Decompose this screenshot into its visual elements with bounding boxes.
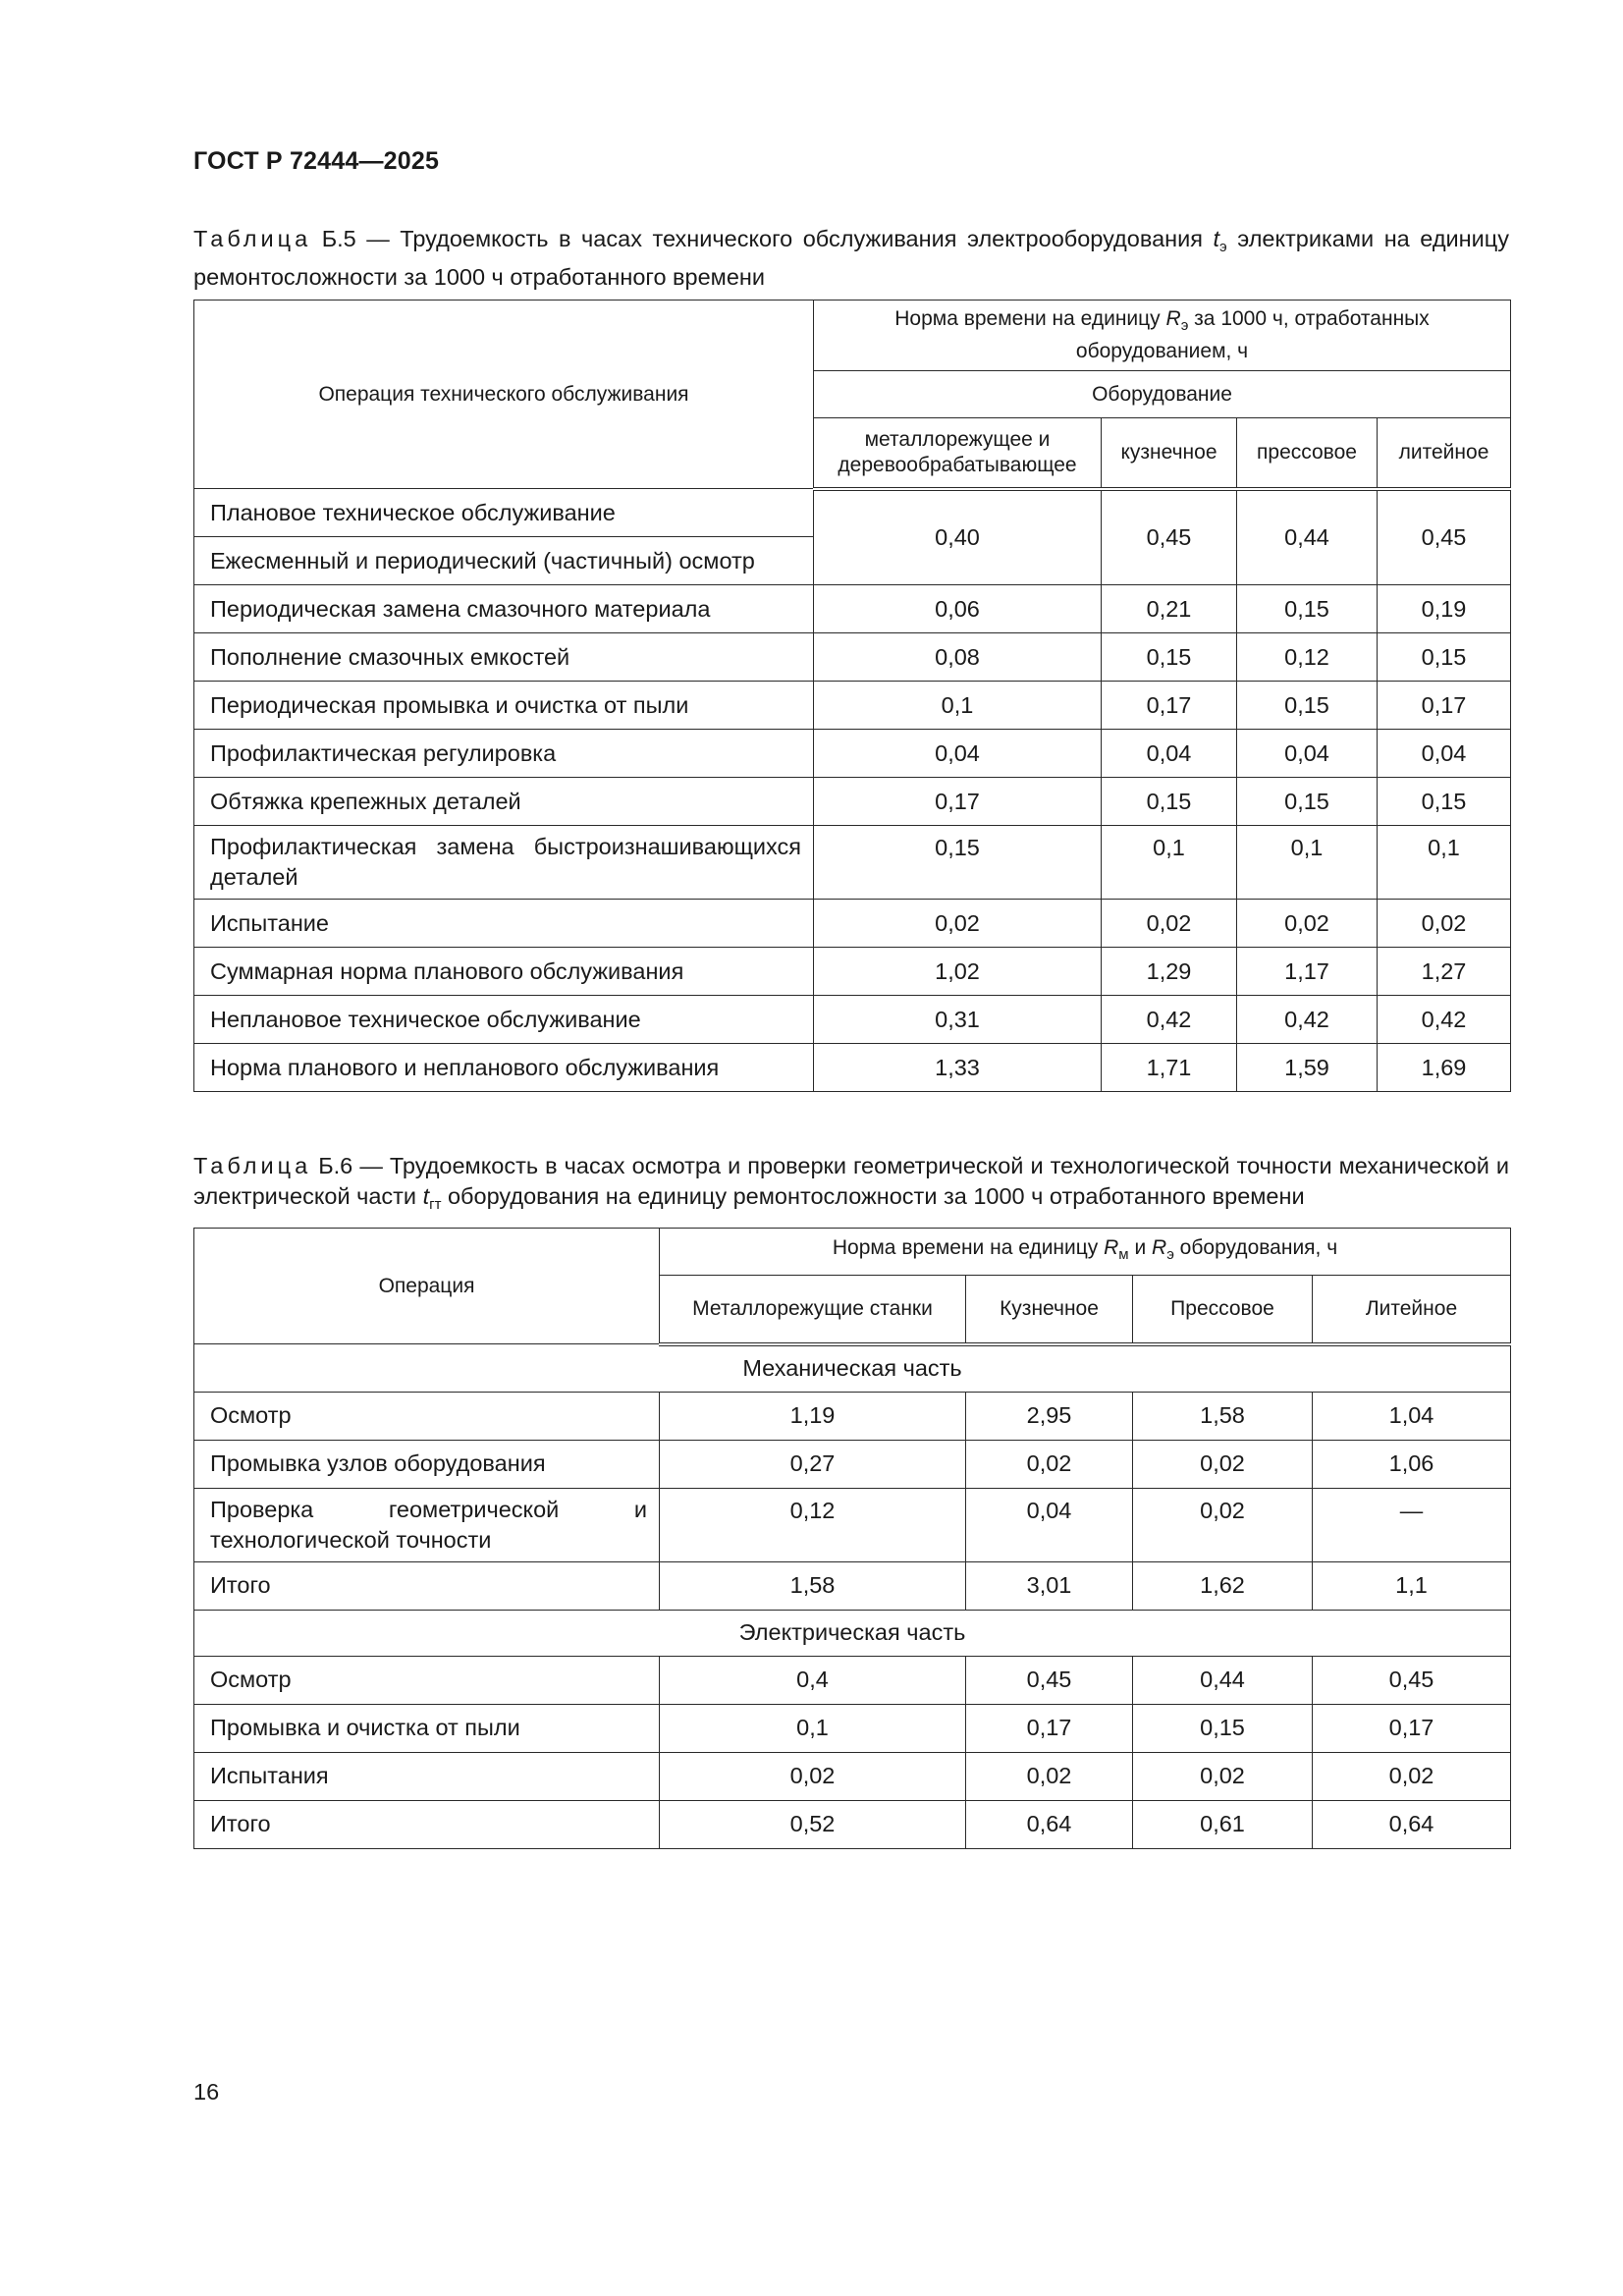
table-b6-value: 1,1 [1313,1561,1511,1610]
table-b5-header-norm-suffix: за 1000 ч, отработанных оборудованием, ч [1075,307,1430,362]
table-b5-value: 0,02 [1102,900,1237,948]
table-row [194,489,1511,537]
table-row [194,1800,1511,1848]
table-b6-value: 1,04 [1313,1392,1511,1440]
table-b6-value: 0,02 [1313,1752,1511,1800]
table-b5-header-norm-prefix: Норма времени на единицу [894,307,1166,330]
table-b5-value: 0,02 [1237,900,1378,948]
table-b5-value: 0,15 [1237,585,1378,633]
table-b5-value: 0,45 [1378,489,1511,585]
table-b6-caption-prefix: Б.6 — Трудоемкость в часах осмотра и проверки геометрической и технологической точности механической и электрической части [193,1153,1510,1209]
table-b6-op: Осмотр [194,1656,660,1704]
table-b6-header-norm-suffix: оборудования, ч [1173,1236,1338,1259]
table-row [194,1752,1511,1800]
table-b5-value: 0,42 [1237,996,1378,1044]
table-b6-value: 1,19 [660,1392,966,1440]
table-b5-value: 0,15 [814,826,1102,900]
table-b5-header-norm [814,301,1511,371]
table-b5-value: 0,1 [1102,826,1237,900]
table-b6-header-norm-sub2: э [1166,1246,1174,1263]
table-b5-value: 0,1 [1378,826,1511,900]
table-b5-value: 0,17 [814,778,1102,826]
table-b5-op: Неплановое техническое обслуживание [194,996,814,1044]
table-b5-col-header: кузнечное [1102,418,1237,489]
table-b6-value: 0,64 [1313,1800,1511,1848]
table-b5-header-norm-var: R [1165,307,1181,330]
table-b6-value: 0,12 [660,1488,966,1561]
table-b6-value: 0,02 [966,1440,1133,1488]
table-row [194,585,1511,633]
table-b5-value: 0,31 [814,996,1102,1044]
table-b6-value: 0,52 [660,1800,966,1848]
table-b6-value: 1,62 [1133,1561,1313,1610]
table-b6-col-header: Прессовое [1133,1276,1313,1344]
table-b6-value: 0,02 [1133,1488,1313,1561]
table-b5-value: 1,17 [1237,948,1378,996]
table-row [194,826,1511,900]
table-b5-caption-prefix: Б.5 — Трудоемкость в часах технического обслуживания электрооборудования [321,226,1214,251]
table-b6-value: 1,58 [1133,1392,1313,1440]
table-b6-value: 0,44 [1133,1656,1313,1704]
table-b6-value: — [1313,1488,1511,1561]
table-b5-value: 0,1 [814,682,1102,730]
table-b6-op: Испытания [194,1752,660,1800]
table-b5-value: 0,45 [1102,489,1237,585]
table-b6-value: 0,4 [660,1656,966,1704]
table-row [194,730,1511,778]
table-b5-op: Суммарная норма планового обслуживания [194,948,814,996]
table-row [194,1392,1511,1440]
table-b5-op: Обтяжка крепежных деталей [194,778,814,826]
table-b5-col-header: металлорежущее и деревообрабатывающее [814,418,1102,489]
table-b6-value: 0,45 [1313,1656,1511,1704]
table-b6-op: Осмотр [194,1392,660,1440]
table-b5-op: Периодическая промывка и очистка от пыли [194,682,814,730]
table-b5-col-header: литейное [1378,418,1511,489]
table-b6-value: 0,02 [1133,1752,1313,1800]
table-b5-value: 0,44 [1237,489,1378,585]
table-b5-value: 0,15 [1237,778,1378,826]
table-b5-value: 0,15 [1378,778,1511,826]
table-b6-op: Промывка узлов оборудования [194,1440,660,1488]
table-b5-header-equipment: Оборудование [814,371,1511,418]
table-b6-header-norm-var2: R [1152,1236,1167,1259]
table-b6-header-norm-mid: и [1128,1236,1153,1259]
document-code: ГОСТ Р 72444—2025 [193,147,440,175]
table-b5-value: 0,04 [1102,730,1237,778]
table-b5-value: 1,59 [1237,1044,1378,1092]
table-row [194,1488,1511,1561]
table-b5-value: 0,02 [814,900,1102,948]
table-b5-value: 0,15 [1102,633,1237,682]
table-b5-value: 0,19 [1378,585,1511,633]
table-b5-op: Ежесменный и периодический (частичный) осмотр [194,537,814,585]
table-row [194,1440,1511,1488]
table-b5-value: 0,42 [1102,996,1237,1044]
table-b5-caption-sub: э [1219,239,1227,255]
table-b5-op: Периодическая замена смазочного материала [194,585,814,633]
table-b6-value: 0,27 [660,1440,966,1488]
table-b6-section-mechanical: Механическая часть [194,1344,1511,1393]
table-b5-op: Испытание [194,900,814,948]
table-row [194,682,1511,730]
table-b6-value: 2,95 [966,1392,1133,1440]
table-b5-value: 0,17 [1378,682,1511,730]
table-b6-caption-label: Таблица [193,1153,312,1178]
table-b6-header-operation: Операция [194,1229,660,1344]
table-b5-value: 0,04 [1237,730,1378,778]
table-b5-op: Профилактическая регулировка [194,730,814,778]
table-b5-value: 1,02 [814,948,1102,996]
table-row [194,948,1511,996]
table-b5-value: 0,12 [1237,633,1378,682]
table-b5-value: 0,02 [1378,900,1511,948]
page-number: 16 [193,2079,220,2105]
table-b6-header-norm [660,1229,1511,1276]
table-b6-value: 0,61 [1133,1800,1313,1848]
table-b6-value: 1,06 [1313,1440,1511,1488]
table-b6-op: Итого [194,1800,660,1848]
table-b5-op: Пополнение смазочных емкостей [194,633,814,682]
table-b6-col-header: Металлорежущие станки [660,1276,966,1344]
table-b5-value: 0,08 [814,633,1102,682]
table-b5-value: 0,21 [1102,585,1237,633]
table-b6-caption-var: t [422,1183,430,1209]
table-b6-op: Промывка и очистка от пыли [194,1704,660,1752]
table-b6-value: 0,02 [1133,1440,1313,1488]
table-b6-value: 0,17 [966,1704,1133,1752]
table-b5 [193,300,1511,1092]
table-b5-caption [193,224,1509,293]
table-row [194,1704,1511,1752]
table-b5-value: 0,15 [1102,778,1237,826]
table-b5-op: Профилактическая замена быстроизнашивающихся деталей [194,826,814,900]
table-b6-col-header: Литейное [1313,1276,1511,1344]
table-b5-caption-suffix: электриками на единицу ремонтосложности за 1000 ч отработанного времени [193,226,1509,290]
table-section-row [194,1610,1511,1656]
table-b6-op: Итого [194,1561,660,1610]
table-b6-value: 3,01 [966,1561,1133,1610]
table-b5-value: 0,15 [1378,633,1511,682]
table-row [194,633,1511,682]
table-b5-col-header: прессовое [1237,418,1378,489]
table-section-row [194,1344,1511,1393]
table-b5-value: 1,29 [1102,948,1237,996]
table-b5-caption-var: t [1213,226,1220,251]
table-b6 [193,1228,1511,1849]
table-b6-section-electrical: Электрическая часть [194,1610,1511,1656]
table-b5-value: 0,42 [1378,996,1511,1044]
table-b6-value: 0,45 [966,1656,1133,1704]
table-b6-caption-sub: гт [429,1196,442,1213]
table-b5-value: 0,04 [1378,730,1511,778]
table-b5-value: 0,40 [814,489,1102,585]
table-b5-value: 1,71 [1102,1044,1237,1092]
table-row [194,900,1511,948]
table-b5-value: 0,15 [1237,682,1378,730]
table-b5-op: Норма планового и непланового обслуживания [194,1044,814,1092]
table-b5-value: 0,04 [814,730,1102,778]
table-b5-value: 1,69 [1378,1044,1511,1092]
table-row [194,996,1511,1044]
table-b6-value: 1,58 [660,1561,966,1610]
table-b6-header-norm-prefix: Норма времени на единицу [832,1236,1105,1259]
table-b5-value: 0,06 [814,585,1102,633]
table-b6-value: 0,02 [660,1752,966,1800]
table-b6-value: 0,1 [660,1704,966,1752]
table-row [194,778,1511,826]
table-b5-value: 1,27 [1378,948,1511,996]
table-b6-value: 0,04 [966,1488,1133,1561]
table-b6-op: Проверка геометрической и технологической точности [194,1488,660,1561]
table-b5-caption-label: Таблица [193,226,312,251]
table-b6-value: 0,64 [966,1800,1133,1848]
table-b6-value: 0,15 [1133,1704,1313,1752]
table-b5-op: Плановое техническое обслуживание [194,489,814,537]
table-b5-value: 0,17 [1102,682,1237,730]
table-row [194,1044,1511,1092]
table-row [194,1561,1511,1610]
table-b5-header-operation: Операция технического обслуживания [194,301,814,489]
table-b6-header-norm-var1: R [1104,1236,1119,1259]
table-b6-header-norm-sub1: м [1118,1246,1129,1263]
table-b6-value: 0,02 [966,1752,1133,1800]
table-b5-header-norm-sub: э [1180,317,1189,334]
table-b6-caption-suffix: оборудования на единицу ремонтосложности за 1000 ч отработанного времени [441,1183,1305,1209]
table-b5-value: 1,33 [814,1044,1102,1092]
table-row [194,1656,1511,1704]
table-b6-caption [193,1151,1509,1220]
table-b5-value: 0,1 [1237,826,1378,900]
table-b6-value: 0,17 [1313,1704,1511,1752]
table-b6-col-header: Кузнечное [966,1276,1133,1344]
